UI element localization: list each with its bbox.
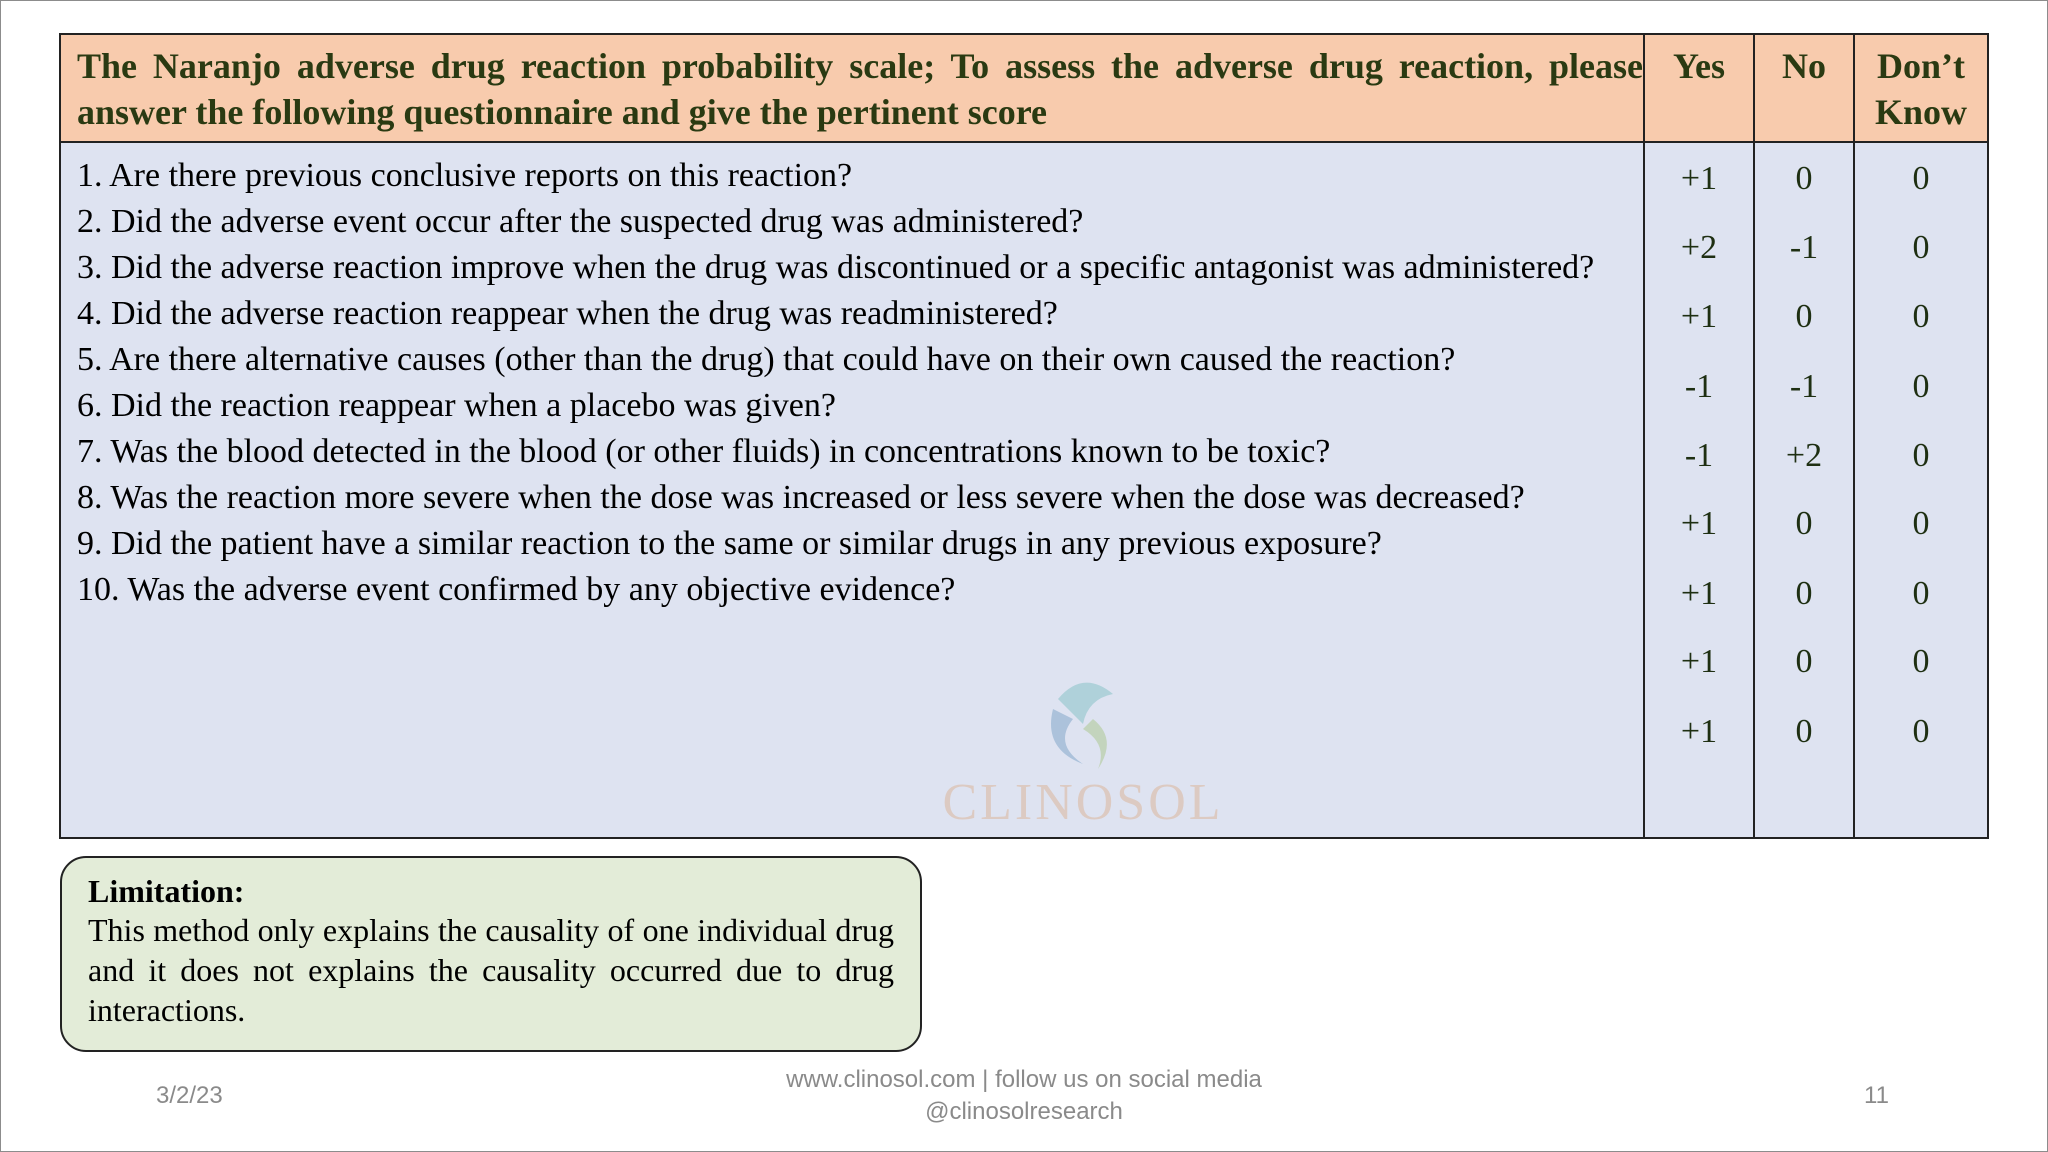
yes-score-8: +1	[1680, 643, 1718, 680]
yes-score-3: +1	[1680, 298, 1718, 335]
column-divider-dont-know	[1853, 35, 1855, 837]
footer-date: 3/2/23	[156, 1082, 223, 1109]
question-7: 7. Was the blood detected in the blood (or other fluids) in concentrations known to be toxic?	[77, 433, 1331, 470]
dont-know-score-2: 0	[1912, 229, 1930, 266]
dont-know-header-line1: Don’t	[1877, 46, 1965, 86]
dont-know-score-6: 0	[1912, 505, 1930, 542]
question-6: 6. Did the reaction reappear when a placebo was given?	[77, 387, 836, 424]
yes-score-9: +1	[1680, 713, 1718, 750]
dont-know-score-9: 0	[1912, 713, 1930, 750]
no-score-8: 0	[1795, 643, 1813, 680]
no-score-5: +2	[1785, 437, 1823, 474]
limitation-box	[60, 856, 922, 1052]
page-number: 11	[1864, 1082, 1889, 1109]
question-9: 9. Did the patient have a similar reaction to the same or similar drugs in any previous exposure?	[77, 525, 1382, 562]
column-divider-yes	[1643, 35, 1645, 837]
yes-score-5: -1	[1684, 437, 1714, 474]
limitation-title: Limitation:	[88, 873, 245, 909]
dont-know-score-8: 0	[1912, 643, 1930, 680]
question-8: 8. Was the reaction more severe when the dose was increased or less severe when the dose was decreased?	[77, 479, 1525, 516]
dont-know-score-7: 0	[1912, 575, 1930, 612]
no-score-6: 0	[1795, 505, 1813, 542]
question-2: 2. Did the adverse event occur after the suspected drug was administered?	[77, 203, 1084, 240]
table-title: The Naranjo adverse drug reaction probability scale; To assess the adverse drug reaction, please answer the following questionnaire and give the pertinent score	[77, 46, 1643, 132]
yes-score-4: -1	[1684, 368, 1714, 405]
dont-know-score-5: 0	[1912, 437, 1930, 474]
dont-know-score-3: 0	[1912, 298, 1930, 335]
footer-website: www.clinosol.com | follow us on social media	[786, 1066, 1262, 1093]
no-score-3: 0	[1795, 298, 1813, 335]
no-score-4: -1	[1789, 368, 1819, 405]
question-list	[77, 153, 1643, 613]
question-4: 4. Did the adverse reaction reappear when the drug was readministered?	[77, 295, 1058, 332]
column-divider-no	[1753, 35, 1755, 837]
yes-score-2: +2	[1680, 229, 1718, 266]
yes-score-7: +1	[1680, 575, 1718, 612]
no-column-header: No	[1782, 46, 1826, 86]
dont-know-column-header	[1855, 43, 1987, 135]
question-5: 5. Are there alternative causes (other than the drug) that could have on their own caused the reaction?	[77, 341, 1456, 378]
no-score-2: -1	[1789, 229, 1819, 266]
footer-center	[700, 1064, 1348, 1128]
question-3: 3. Did the adverse reaction improve when the drug was discontinued or a specific antagonist was administered?	[77, 249, 1595, 286]
no-score-7: 0	[1795, 575, 1813, 612]
question-10: 10. Was the adverse event confirmed by any objective evidence?	[77, 571, 956, 608]
footer-social-handle: @clinosolresearch	[925, 1098, 1123, 1125]
no-score-9: 0	[1795, 713, 1813, 750]
yes-score-6: +1	[1680, 505, 1718, 542]
dont-know-score-1: 0	[1912, 160, 1930, 197]
naranjo-scale-table	[59, 33, 1989, 839]
no-score-1: 0	[1795, 160, 1813, 197]
dont-know-header-line2: Know	[1874, 92, 1968, 132]
table-header	[61, 35, 1987, 143]
table-body	[61, 143, 1987, 837]
limitation-text: This method only explains the causality of one individual drug and it does not explains the causality occurred due to drug interactions.	[88, 912, 894, 1028]
question-1: 1. Are there previous conclusive reports on this reaction?	[77, 157, 853, 194]
clinosol-watermark-logo	[933, 659, 1233, 829]
yes-column-header: Yes	[1673, 46, 1725, 86]
dont-know-score-4: 0	[1912, 368, 1930, 405]
yes-score-1: +1	[1680, 160, 1718, 197]
watermark-text: CLINOSOL	[942, 774, 1224, 829]
